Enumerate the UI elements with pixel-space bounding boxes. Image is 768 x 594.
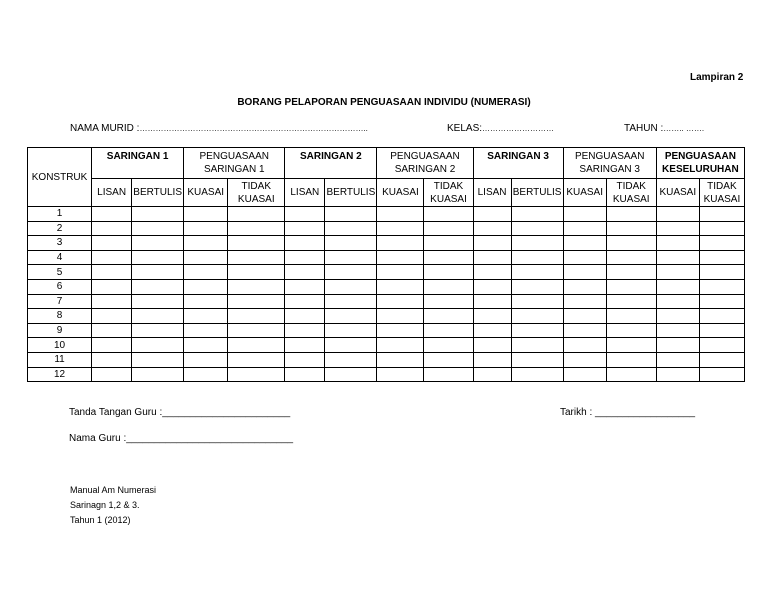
table-cell[interactable] xyxy=(184,250,228,265)
table-cell[interactable] xyxy=(424,207,473,222)
lampiran-label: Lampiran 2 xyxy=(690,72,744,83)
tidak-text: TIDAK xyxy=(241,180,271,192)
table-cell[interactable] xyxy=(377,265,424,280)
form-title: BORANG PELAPORAN PENGUASAAN INDIVIDU (NUMERASI) xyxy=(237,97,531,108)
table-cell[interactable] xyxy=(132,294,184,309)
table-cell[interactable] xyxy=(325,352,377,367)
table-cell[interactable] xyxy=(606,338,656,353)
table-cell[interactable] xyxy=(699,250,744,265)
table-cell[interactable] xyxy=(563,367,606,382)
table-cell[interactable] xyxy=(184,221,228,236)
tidak-text: TIDAK xyxy=(616,180,646,192)
table-cell[interactable] xyxy=(184,207,228,222)
table-cell[interactable] xyxy=(325,309,377,324)
footer-line-3: Tahun 1 (2012) xyxy=(70,515,131,525)
kuasai-header: KUASAI xyxy=(563,179,606,207)
table-cell[interactable] xyxy=(656,309,699,324)
group-label: SARINGAN 2 xyxy=(394,164,456,175)
table-cell[interactable] xyxy=(285,323,325,338)
table-cell[interactable] xyxy=(606,352,656,367)
table-cell[interactable] xyxy=(656,352,699,367)
table-body xyxy=(28,207,745,382)
lisan-header: LISAN xyxy=(473,179,511,207)
table-cell[interactable] xyxy=(92,279,132,294)
table-cell[interactable] xyxy=(563,279,606,294)
table-cell[interactable] xyxy=(132,338,184,353)
table-cell[interactable] xyxy=(325,294,377,309)
table-cell[interactable] xyxy=(699,367,744,382)
group-label: SARINGAN 3 xyxy=(579,164,640,175)
group-label: SARINGAN 2 xyxy=(300,151,362,162)
row-number: 10 xyxy=(28,338,92,353)
tanda-tangan-guru: Tanda Tangan Guru :_______________________ xyxy=(69,407,291,418)
table-cell[interactable] xyxy=(325,207,377,222)
table-cell[interactable] xyxy=(92,352,132,367)
table-row xyxy=(28,309,745,324)
table-cell[interactable] xyxy=(424,294,473,309)
group-label: PENGUASAAN xyxy=(390,151,460,162)
table-cell[interactable] xyxy=(377,338,424,353)
table-cell[interactable] xyxy=(424,250,473,265)
table-cell[interactable] xyxy=(656,367,699,382)
row-number: 6 xyxy=(28,279,92,294)
table-cell[interactable] xyxy=(424,279,473,294)
table-cell[interactable] xyxy=(606,221,656,236)
group-label: PENGUASAAN xyxy=(574,151,645,162)
table-cell[interactable] xyxy=(92,265,132,280)
table-cell[interactable] xyxy=(92,236,132,251)
table-cell[interactable] xyxy=(325,265,377,280)
group-label: PENGUASAAN xyxy=(664,151,736,162)
table-cell[interactable] xyxy=(285,352,325,367)
table-cell[interactable] xyxy=(699,279,744,294)
table-cell[interactable] xyxy=(285,221,325,236)
row-number: 1 xyxy=(28,207,92,222)
table-cell[interactable] xyxy=(656,236,699,251)
row-number: 2 xyxy=(28,221,92,236)
group-label: KESELURUHAN xyxy=(662,164,739,175)
table-cell[interactable] xyxy=(424,352,473,367)
table-cell[interactable] xyxy=(473,323,511,338)
table-cell[interactable] xyxy=(184,309,228,324)
table-cell[interactable] xyxy=(325,338,377,353)
table-cell[interactable] xyxy=(424,338,473,353)
table-cell[interactable] xyxy=(377,294,424,309)
tahun-dots: …….. ……. xyxy=(663,124,705,133)
table-row xyxy=(28,221,745,236)
group-label: SARINGAN 1 xyxy=(106,151,169,162)
table-cell[interactable] xyxy=(699,294,744,309)
penguasaan-keseluruhan-header xyxy=(656,148,744,179)
table-cell[interactable] xyxy=(377,323,424,338)
table-cell[interactable] xyxy=(377,309,424,324)
table-cell[interactable] xyxy=(656,294,699,309)
saringan-1-header xyxy=(92,148,184,179)
kuasai-text: KUASAI xyxy=(612,193,650,205)
table-cell[interactable] xyxy=(184,279,228,294)
table-cell[interactable] xyxy=(228,294,285,309)
table-cell[interactable] xyxy=(228,250,285,265)
table-cell[interactable] xyxy=(228,338,285,353)
table-cell[interactable] xyxy=(228,367,285,382)
table-cell[interactable] xyxy=(285,294,325,309)
table-cell[interactable] xyxy=(473,309,511,324)
penguasaan-table xyxy=(27,147,745,382)
saringan-2-header xyxy=(285,148,377,179)
table-cell[interactable] xyxy=(473,265,511,280)
tidak-kuasai-header xyxy=(606,179,656,207)
table-cell[interactable] xyxy=(563,352,606,367)
table-cell[interactable] xyxy=(228,236,285,251)
table-cell[interactable] xyxy=(606,323,656,338)
table-cell[interactable] xyxy=(606,309,656,324)
tahun-label: TAHUN : xyxy=(624,123,664,134)
table-cell[interactable] xyxy=(473,279,511,294)
table-cell[interactable] xyxy=(656,279,699,294)
table-cell[interactable] xyxy=(285,309,325,324)
table-cell[interactable] xyxy=(285,279,325,294)
tidak-kuasai-header xyxy=(228,179,285,207)
penguasaan-saringan-1-header xyxy=(184,148,285,179)
table-cell[interactable] xyxy=(325,250,377,265)
kuasai-header: KUASAI xyxy=(377,179,424,207)
row-number: 12 xyxy=(28,367,92,382)
table-cell[interactable] xyxy=(377,221,424,236)
konstruk-header: KONSTRUK xyxy=(28,148,92,207)
table-cell[interactable] xyxy=(699,338,744,353)
table-cell[interactable] xyxy=(132,367,184,382)
row-number: 7 xyxy=(28,294,92,309)
table-cell[interactable] xyxy=(92,338,132,353)
table-cell[interactable] xyxy=(473,367,511,382)
table-cell[interactable] xyxy=(563,323,606,338)
group-label: SARINGAN 1 xyxy=(203,164,265,175)
table-cell[interactable] xyxy=(325,367,377,382)
table-cell[interactable] xyxy=(563,207,606,222)
table-cell[interactable] xyxy=(325,279,377,294)
tarikh-field: Tarikh : __________________ xyxy=(560,407,696,418)
table-cell[interactable] xyxy=(511,250,563,265)
table-row xyxy=(28,352,745,367)
table-row xyxy=(28,250,745,265)
table-cell[interactable] xyxy=(606,207,656,222)
footer-line-1: Manual Am Numerasi xyxy=(70,485,157,495)
saringan-3-header xyxy=(473,148,563,179)
table-cell[interactable] xyxy=(184,323,228,338)
table-cell[interactable] xyxy=(699,221,744,236)
table-cell[interactable] xyxy=(92,367,132,382)
row-number: 5 xyxy=(28,265,92,280)
kuasai-text: KUASAI xyxy=(237,193,275,205)
table-cell[interactable] xyxy=(285,236,325,251)
table-cell[interactable] xyxy=(132,236,184,251)
table-cell[interactable] xyxy=(699,265,744,280)
table-row xyxy=(28,279,745,294)
table-cell[interactable] xyxy=(285,207,325,222)
table-cell[interactable] xyxy=(92,207,132,222)
table-cell[interactable] xyxy=(184,265,228,280)
table-cell[interactable] xyxy=(377,207,424,222)
table-cell[interactable] xyxy=(511,352,563,367)
table-cell[interactable] xyxy=(92,323,132,338)
table-cell[interactable] xyxy=(424,309,473,324)
kelas-label: KELAS: xyxy=(447,123,483,134)
table-cell[interactable] xyxy=(606,279,656,294)
table-cell[interactable] xyxy=(228,207,285,222)
table-cell[interactable] xyxy=(325,236,377,251)
penguasaan-saringan-2-header xyxy=(377,148,473,179)
table-cell[interactable] xyxy=(563,221,606,236)
table-cell[interactable] xyxy=(473,338,511,353)
table-cell[interactable] xyxy=(424,323,473,338)
kuasai-text: KUASAI xyxy=(703,193,741,205)
table-cell[interactable] xyxy=(606,250,656,265)
table-cell[interactable] xyxy=(132,250,184,265)
table-cell[interactable] xyxy=(228,323,285,338)
table-cell[interactable] xyxy=(132,352,184,367)
lisan-header: LISAN xyxy=(92,179,132,207)
table-cell[interactable] xyxy=(132,221,184,236)
table-cell[interactable] xyxy=(377,236,424,251)
table-cell[interactable] xyxy=(228,221,285,236)
table-cell[interactable] xyxy=(563,265,606,280)
table-cell[interactable] xyxy=(511,279,563,294)
table-cell[interactable] xyxy=(92,309,132,324)
table-cell[interactable] xyxy=(699,236,744,251)
table-cell[interactable] xyxy=(228,352,285,367)
table-cell[interactable] xyxy=(285,338,325,353)
table-cell[interactable] xyxy=(285,265,325,280)
table-row xyxy=(28,207,745,222)
bertulis-header: BERTULIS xyxy=(132,179,184,207)
table-cell[interactable] xyxy=(132,265,184,280)
table-cell[interactable] xyxy=(228,309,285,324)
table-cell[interactable] xyxy=(424,221,473,236)
table-cell[interactable] xyxy=(563,250,606,265)
table-row xyxy=(28,236,745,251)
table-cell[interactable] xyxy=(563,338,606,353)
table-cell[interactable] xyxy=(511,207,563,222)
kuasai-header: KUASAI xyxy=(184,179,228,207)
table-cell[interactable] xyxy=(377,250,424,265)
table-cell[interactable] xyxy=(511,309,563,324)
table-cell[interactable] xyxy=(699,207,744,222)
table-cell[interactable] xyxy=(511,323,563,338)
nama-murid-dots: ………………………………………………………………………….. xyxy=(139,124,368,133)
table-cell[interactable] xyxy=(511,338,563,353)
table-cell[interactable] xyxy=(563,309,606,324)
row-number: 3 xyxy=(28,236,92,251)
table-cell[interactable] xyxy=(228,279,285,294)
table-cell[interactable] xyxy=(132,309,184,324)
tidak-text: TIDAK xyxy=(433,180,464,192)
kelas-dots: ……………………… xyxy=(482,124,555,133)
tahun-field xyxy=(624,123,704,134)
table-cell[interactable] xyxy=(656,338,699,353)
table-cell[interactable] xyxy=(699,323,744,338)
table-cell[interactable] xyxy=(184,294,228,309)
table-cell[interactable] xyxy=(606,236,656,251)
penguasaan-saringan-3-header xyxy=(563,148,656,179)
footer-line-2: Sarinagn 1,2 & 3. xyxy=(70,500,140,510)
table-cell[interactable] xyxy=(424,236,473,251)
nama-murid-label: NAMA MURID : xyxy=(70,123,140,134)
kuasai-text: KUASAI xyxy=(430,193,467,205)
table-cell[interactable] xyxy=(424,265,473,280)
bertulis-header: BERTULIS xyxy=(325,179,377,207)
table-cell[interactable] xyxy=(656,221,699,236)
table-cell[interactable] xyxy=(325,221,377,236)
table-cell[interactable] xyxy=(92,221,132,236)
table-cell[interactable] xyxy=(606,294,656,309)
table-cell[interactable] xyxy=(656,323,699,338)
table-cell[interactable] xyxy=(473,236,511,251)
table-cell[interactable] xyxy=(699,352,744,367)
table-cell[interactable] xyxy=(511,367,563,382)
table-cell[interactable] xyxy=(184,367,228,382)
table-cell[interactable] xyxy=(285,367,325,382)
row-number: 11 xyxy=(28,352,92,367)
table-cell[interactable] xyxy=(606,367,656,382)
tidak-text: TIDAK xyxy=(707,180,737,192)
group-label: SARINGAN 3 xyxy=(487,151,549,162)
table-cell[interactable] xyxy=(377,367,424,382)
table-cell[interactable] xyxy=(656,250,699,265)
table-cell[interactable] xyxy=(511,236,563,251)
lisan-header: LISAN xyxy=(285,179,325,207)
group-label: PENGUASAAN xyxy=(199,151,269,162)
table-cell[interactable] xyxy=(132,279,184,294)
row-number: 9 xyxy=(28,323,92,338)
table-cell[interactable] xyxy=(511,221,563,236)
table-cell[interactable] xyxy=(473,352,511,367)
table-cell[interactable] xyxy=(473,294,511,309)
table-cell[interactable] xyxy=(285,250,325,265)
table-cell[interactable] xyxy=(563,236,606,251)
nama-guru-field: Nama Guru :______________________________ xyxy=(69,433,294,444)
row-number: 4 xyxy=(28,250,92,265)
row-number: 8 xyxy=(28,309,92,324)
table-cell[interactable] xyxy=(92,294,132,309)
tidak-kuasai-header xyxy=(699,179,744,207)
table-row xyxy=(28,323,745,338)
table-cell[interactable] xyxy=(92,250,132,265)
table-row xyxy=(28,265,745,280)
table-cell[interactable] xyxy=(511,265,563,280)
table-cell[interactable] xyxy=(325,323,377,338)
nama-murid-field xyxy=(70,123,368,134)
table-cell[interactable] xyxy=(473,250,511,265)
table-row xyxy=(28,338,745,353)
table-cell[interactable] xyxy=(184,338,228,353)
table-cell[interactable] xyxy=(473,221,511,236)
bertulis-header: BERTULIS xyxy=(511,179,563,207)
table-cell[interactable] xyxy=(656,207,699,222)
kuasai-header: KUASAI xyxy=(656,179,699,207)
table-row xyxy=(28,294,745,309)
table-cell[interactable] xyxy=(377,279,424,294)
table-cell[interactable] xyxy=(473,207,511,222)
table-cell[interactable] xyxy=(424,367,473,382)
table-cell[interactable] xyxy=(184,352,228,367)
table-cell[interactable] xyxy=(511,294,563,309)
table-cell[interactable] xyxy=(563,294,606,309)
table-cell[interactable] xyxy=(656,265,699,280)
table-cell[interactable] xyxy=(606,265,656,280)
table-cell[interactable] xyxy=(132,207,184,222)
table-cell[interactable] xyxy=(699,309,744,324)
table-cell[interactable] xyxy=(228,265,285,280)
table-cell[interactable] xyxy=(184,236,228,251)
table-cell[interactable] xyxy=(132,323,184,338)
table-row xyxy=(28,367,745,382)
tidak-kuasai-header xyxy=(424,179,473,207)
kelas-field xyxy=(447,123,554,134)
table-cell[interactable] xyxy=(377,352,424,367)
